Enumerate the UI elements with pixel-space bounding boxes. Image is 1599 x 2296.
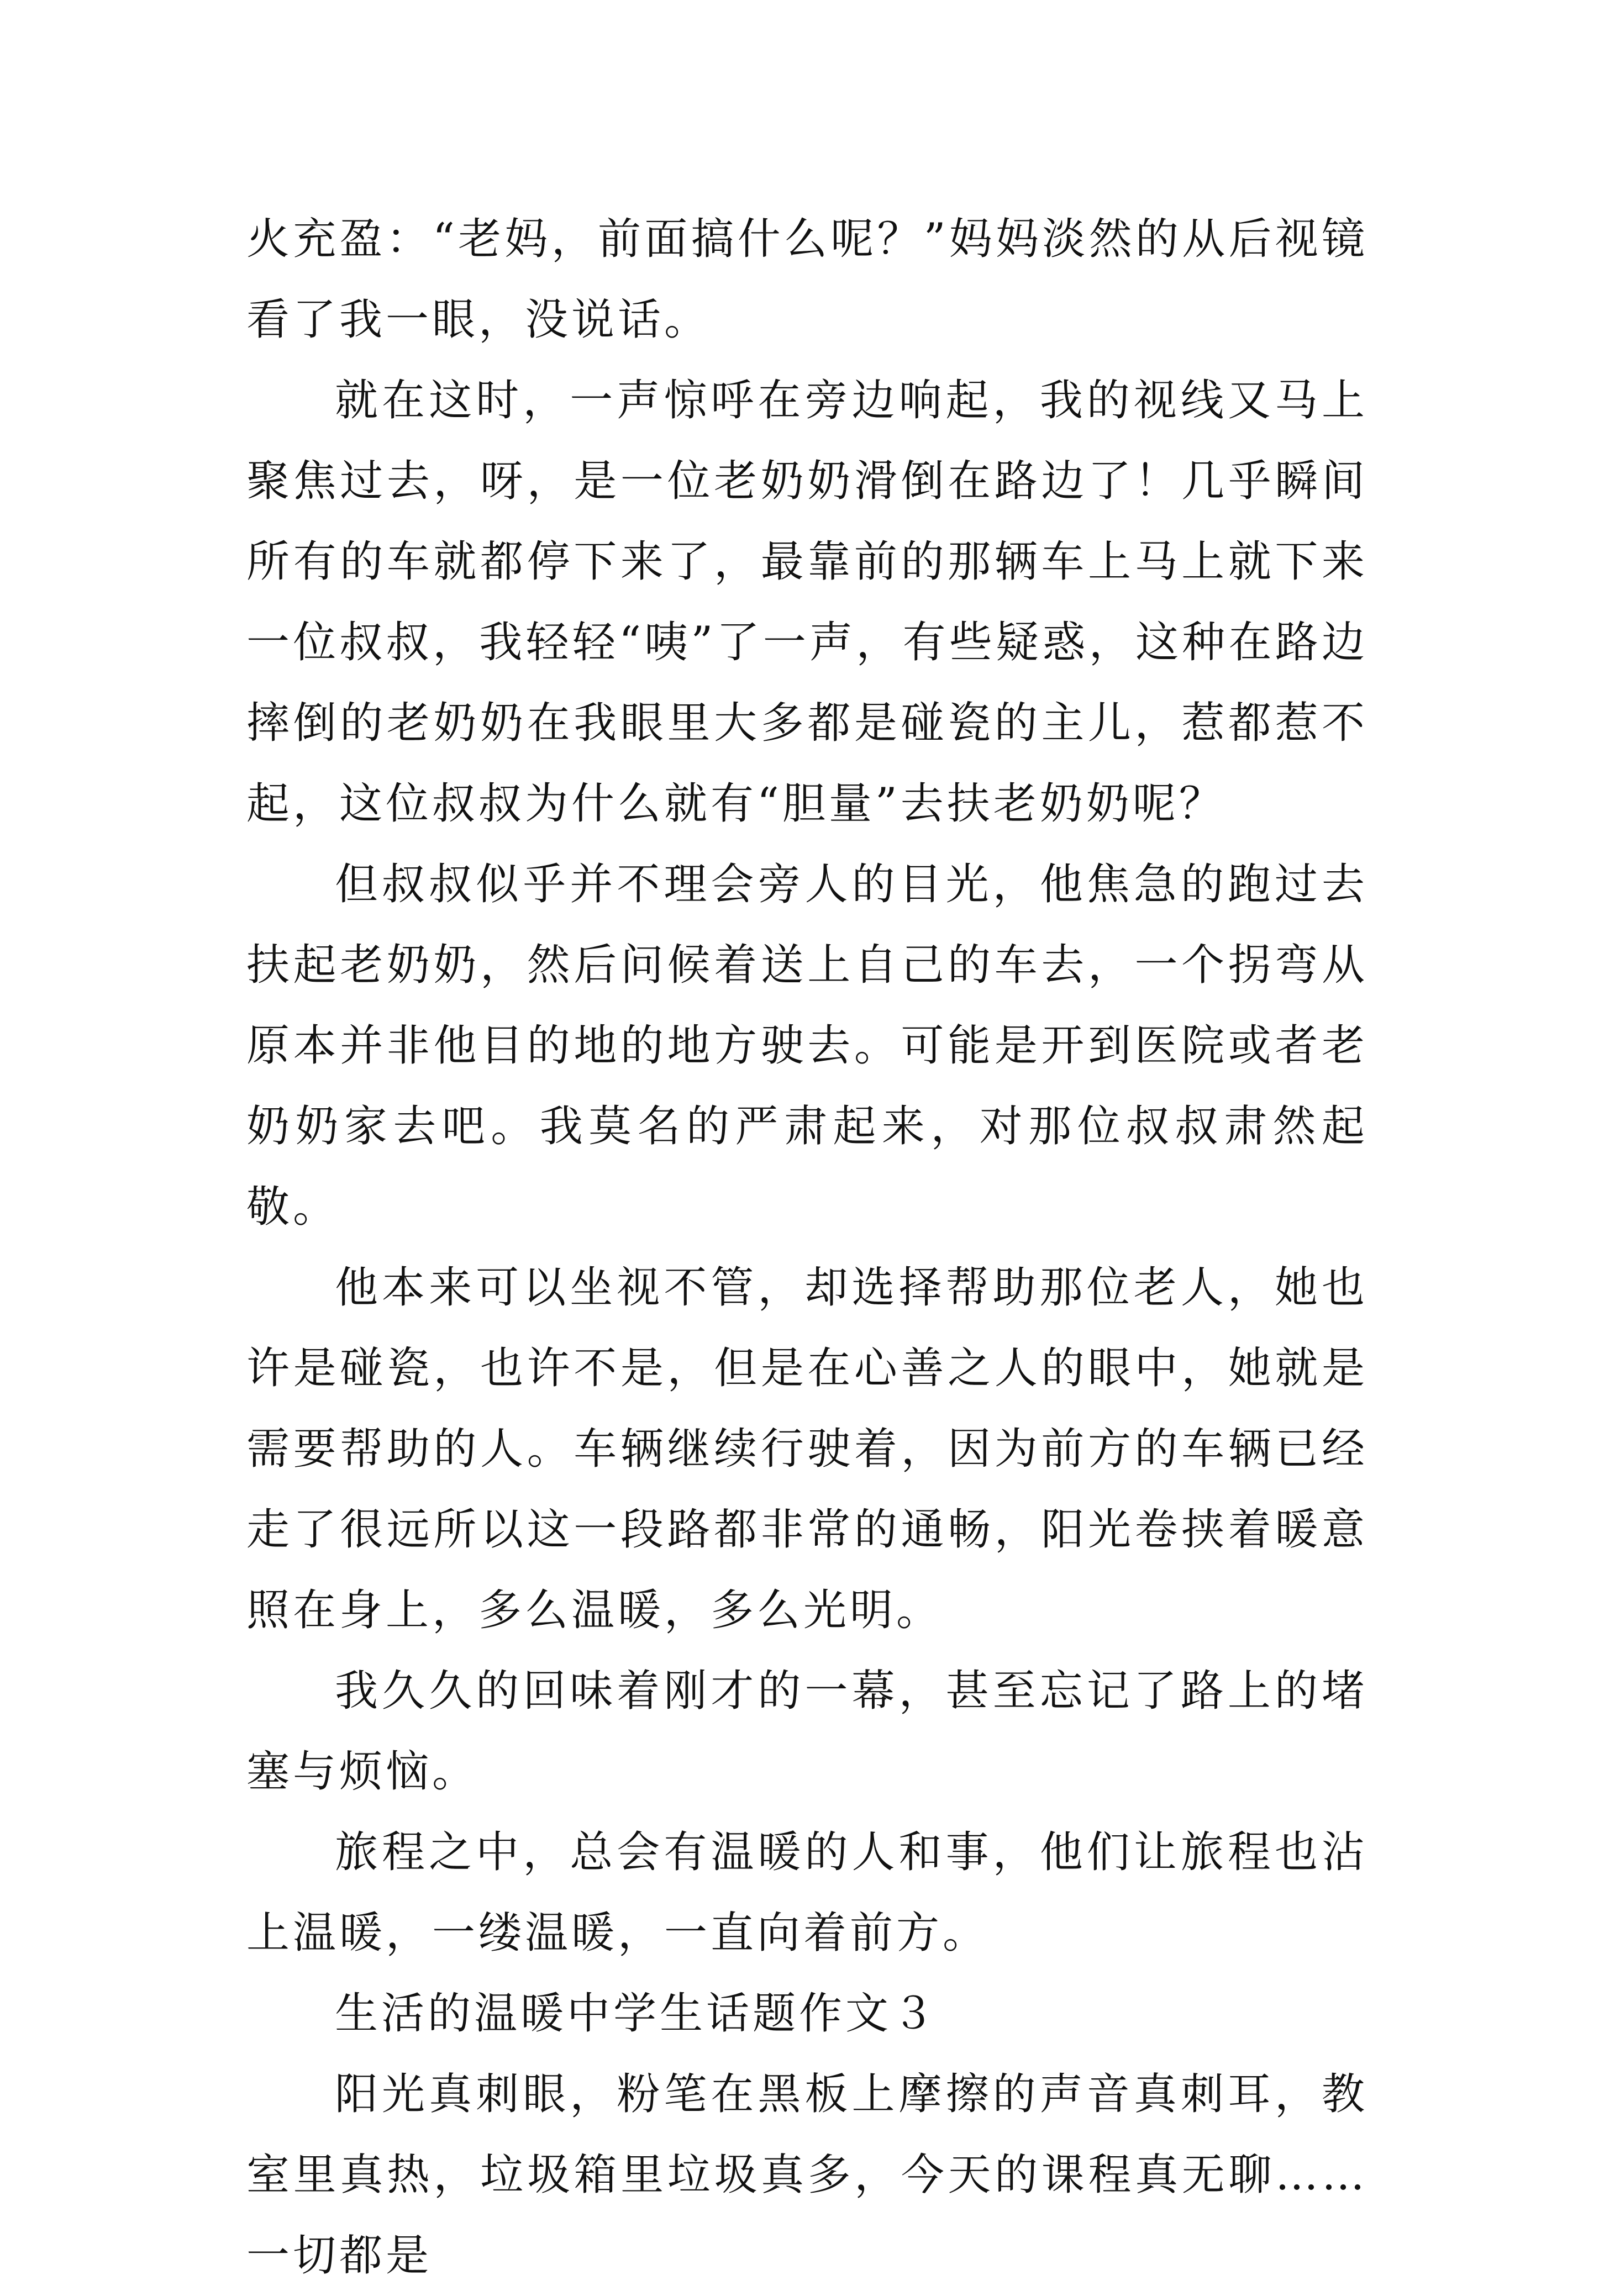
paragraph-closing: 阳光真刺眼，粉笔在黑板上摩擦的声音真刺耳，教室里真热，垃圾箱里垃圾真多，今天的课程真无聊……一切都是: [246, 2069, 1368, 2281]
paragraph-conclusion: 旅程之中，总会有温暖的人和事，他们让旅程也沾上温暖，一缕温暖，一直向着前方。: [246, 1828, 1368, 1958]
body-text: [246, 199, 1368, 2296]
section-title: 生活的温暖中学生话题作文３: [335, 1989, 939, 2039]
paragraph-accident: 就在这时，一声惊呼在旁边响起，我的视线又马上聚焦过去，呀，是一位老奶奶滑倒在路边了！几乎瞬间所有的车就都停下来了，最靠前的那辆车上马上就下来一位叔叔，我轻轻“咦”了一声，有些疑惑，这种在路边摔倒的老奶奶在我眼里大多都是碰瓷的主儿，惹都惹不起，这位叔叔为什么就有“胆量”去扶老奶奶呢？: [246, 376, 1368, 829]
paragraph-uncle-helps: 但叔叔似乎并不理会旁人的目光，他焦急的跑过去扶起老奶奶，然后问候着送上自己的车去，一个拐弯从原本并非他目的地的地方驶去。可能是开到医院或者老奶奶家去吧。我莫名的严肃起来，对那位叔叔肃然起敬。: [246, 860, 1368, 1232]
paragraph-memory: 我久久的回味着刚才的一幕，甚至忘记了路上的堵塞与烦恼。: [246, 1666, 1368, 1797]
paragraph-reflection: 他本来可以坐视不管，却选择帮助那位老人，她也许是碰瓷，也许不是，但是在心善之人的眼中，她就是需要帮助的人。车辆继续行驶着，因为前方的车辆已经走了很远所以这一段路都非常的通畅，阳光卷挟着暖意照在身上，多么温暖，多么光明。: [246, 1263, 1368, 1635]
paragraph-continuation: 火充盈：“老妈，前面搞什么呢？”妈妈淡然的从后视镜看了我一眼，没说话。: [246, 214, 1368, 345]
